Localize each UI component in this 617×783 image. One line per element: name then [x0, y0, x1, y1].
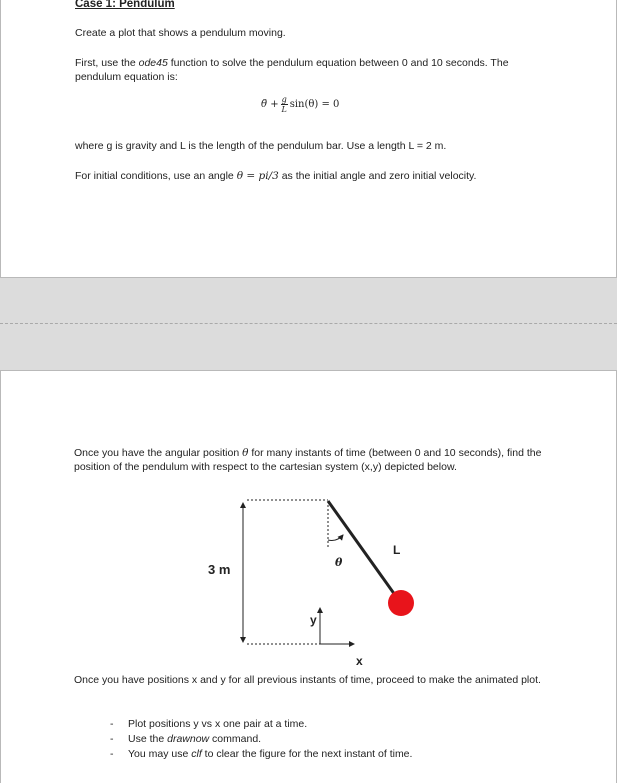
clf-command: clf [191, 748, 202, 760]
ode45-function-name: ode45 [138, 57, 168, 69]
list-item [110, 732, 412, 747]
initial-text-after: as the initial angle and zero initial velocity. [278, 170, 477, 182]
ode45-paragraph [75, 56, 555, 84]
bullet-3-before: You may use [128, 748, 192, 760]
page-1 [0, 0, 617, 278]
x-axis-label: x [356, 654, 363, 668]
pendulum-bob [388, 590, 414, 616]
bullet-2-after: command. [209, 733, 262, 745]
equation-fraction [281, 95, 288, 114]
pendulum-equation [261, 95, 339, 114]
intro-text: Create a plot that shows a pendulum moving. [75, 27, 286, 39]
pendulum-rod [328, 501, 400, 602]
angle-arc [328, 535, 343, 540]
y-axis-label: y [310, 613, 317, 627]
pendulum-diagram [200, 492, 430, 672]
position-paragraph [74, 446, 544, 474]
position-text-after: for many instants of time (between 0 and 10 seconds), find the position of the pendulum with respect to the cartesian system (x,y) depicted below. [74, 447, 542, 473]
ode45-text-after: function to solve the pendulum equation between 0 and 10 seconds. The pendulum equation is: [75, 57, 509, 83]
list-item [110, 747, 412, 762]
drawnow-command: drawnow [167, 733, 210, 745]
animate-paragraph: Once you have positions x and y for all previous instants of time, proceed to make the animated plot. [74, 674, 541, 686]
bullet-1-text: Plot positions y vs x one pair at a time. [128, 718, 308, 730]
page-title: Case 1: Pendulum [75, 0, 175, 10]
equation-lhs: θ̈ + [261, 99, 279, 110]
initial-text-before: For initial conditions, use an angle [75, 170, 237, 182]
initial-angle-math: θ = pi/3 [236, 170, 279, 182]
bullet-3-after: to clear the figure for the next instant of time. [201, 748, 413, 760]
initial-conditions-text [75, 169, 476, 183]
page-separator [0, 323, 617, 324]
position-text-before: Once you have the angular position [74, 447, 243, 459]
instructions-list [110, 717, 412, 762]
length-label: L [393, 543, 401, 557]
ode45-text-before: First, use the [75, 57, 139, 69]
list-item [110, 717, 412, 732]
angle-label: θ [335, 556, 343, 569]
height-label: 3 m [208, 562, 231, 577]
equation-denominator: L [281, 105, 287, 114]
where-text: where g is gravity and L is the length of the pendulum bar. Use a length L = 2 m. [75, 140, 447, 152]
equation-numerator: g [281, 95, 287, 104]
equation-rhs: sin(θ) = 0 [289, 99, 340, 110]
bullet-2-before: Use the [128, 733, 168, 745]
position-theta: θ [242, 447, 249, 459]
